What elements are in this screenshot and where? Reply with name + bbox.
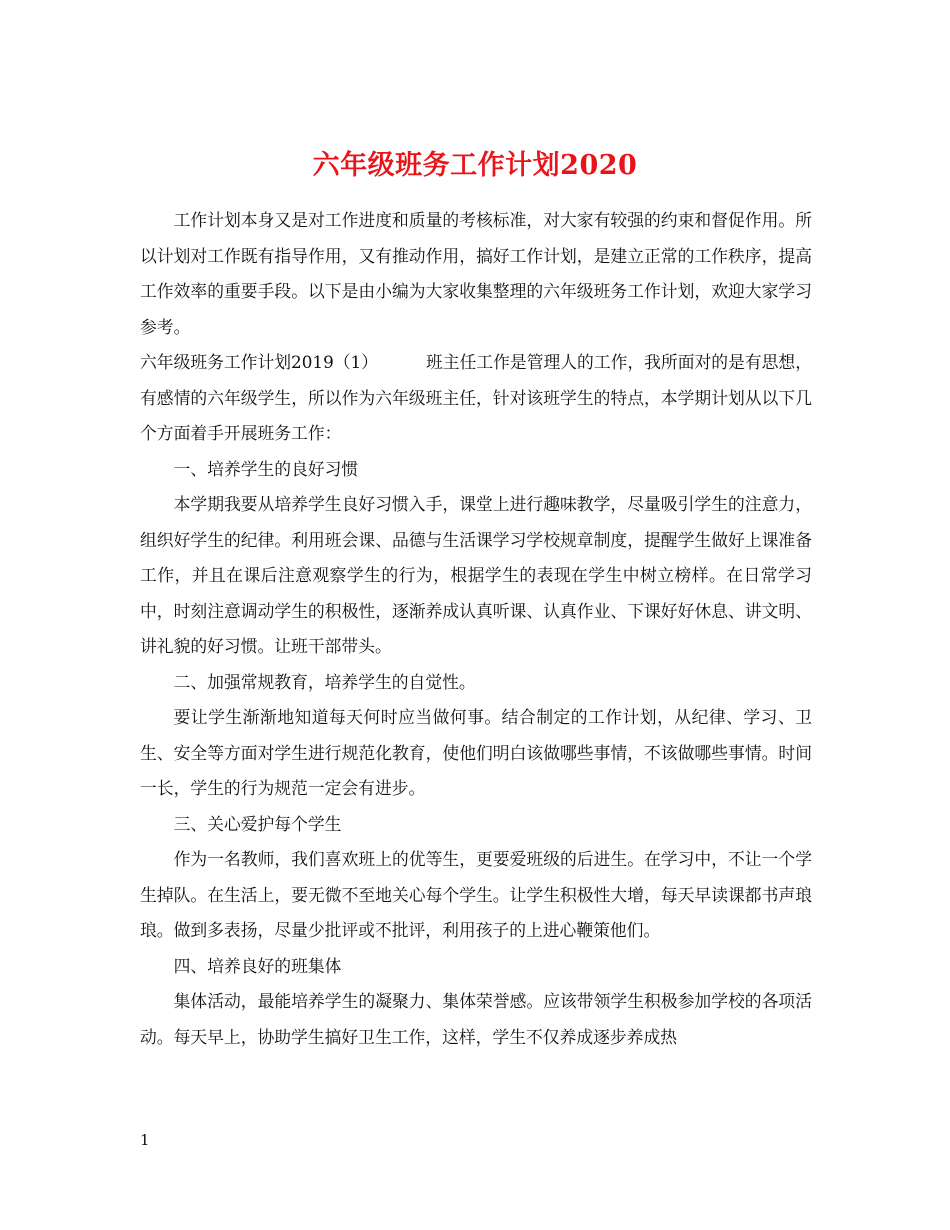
- document-title: 六年级班务工作计划2020: [312, 150, 638, 182]
- section-heading: 三、关心爱护每个学生: [173, 813, 342, 834]
- plan-heading: 六年级班务工作计划2019（1）: [140, 352, 378, 372]
- plan-lead-text: 班主任工作是管理人的工作，我所面对的是有思想，有感情的六年级学生，所以作为六年级班主任，针对该班学生的特点，本学期计划从以下几个方面着手开展班务工作：: [140, 352, 812, 443]
- document-body: [140, 203, 812, 1055]
- section-heading: 一、培养学生的良好习惯: [173, 458, 359, 479]
- section-heading: 二、加强常规教育，培养学生的自觉性。: [173, 671, 476, 692]
- intro-paragraph: 工作计划本身又是对工作进度和质量的考核标准，对大家有较强的约束和督促作用。所以计划对工作既有指导作用，又有推动作用，搞好工作计划，是建立正常的工作秩序，提高工作效率的重要手段。以下是由小编为大家收集整理的六年级班务工作计划，欢迎大家学习参考。: [140, 210, 812, 337]
- section-heading: 四、培养良好的班集体: [173, 955, 342, 976]
- section-paragraph: 作为一名教师，我们喜欢班上的优等生，更要爱班级的后进生。在学习中，不让一个学生掉队。在生活上，要无微不至地关心每个学生。让学生积极性大增，每天早读课都书声琅琅。做到多表扬，尽量少批评或不批评，利用孩子的上进心鞭策他们。: [140, 849, 812, 940]
- section-paragraph: 集体活动，最能培养学生的凝聚力、集体荣誉感。应该带领学生积极参加学校的各项活动。每天早上，协助学生搞好卫生工作，这样，学生不仅养成逐步养成热: [140, 991, 812, 1047]
- section-paragraph: 本学期我要从培养学生良好习惯入手，课堂上进行趣味教学，尽量吸引学生的注意力，组织好学生的纪律。利用班会课、品德与生活课学习学校规章制度，提醒学生做好上课准备工作，并且在课后注意观察学生的行为，根据学生的表现在学生中树立榜样。在日常学习中，时刻注意调动学生的积极性，逐渐养成认真听课、认真作业、下课好好休息、讲文明、讲礼貌的好习惯。让班干部带头。: [140, 494, 812, 656]
- section-paragraph: 要让学生渐渐地知道每天何时应当做何事。结合制定的工作计划，从纪律、学习、卫生、安全等方面对学生进行规范化教育，使他们明白该做哪些事情，不该做哪些事情。时间一长，学生的行为规范一定会有进步。: [140, 707, 812, 798]
- page-number: 1: [140, 1131, 150, 1149]
- plan-paragraph: [140, 345, 812, 452]
